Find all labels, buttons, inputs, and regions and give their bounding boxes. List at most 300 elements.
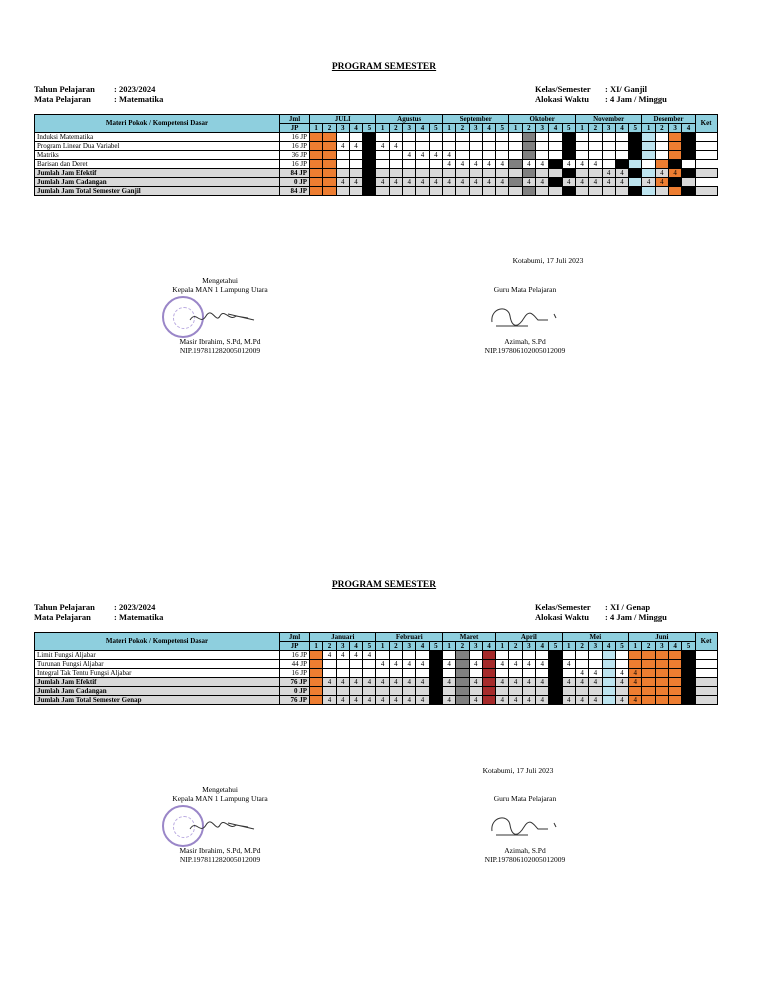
week-cell — [376, 669, 389, 678]
header-week: 3 — [669, 124, 682, 133]
header-week: 4 — [669, 642, 682, 651]
alokasi-label: Alokasi Waktu — [535, 612, 589, 622]
week-cell: 4 — [416, 678, 429, 687]
week-cell: 4 — [522, 160, 535, 169]
week-cell: 4 — [522, 696, 535, 705]
week-cell — [496, 151, 509, 160]
kepala-title: Kepala MAN 1 Lampung Utara — [172, 794, 268, 803]
week-cell: 4 — [323, 696, 336, 705]
guru-name: Azimah, S.Pd — [504, 846, 546, 855]
week-cell — [496, 669, 509, 678]
week-cell: 4 — [363, 696, 376, 705]
week-cell — [429, 160, 442, 169]
week-cell — [310, 169, 323, 178]
header-jml: Jml — [280, 115, 310, 124]
header-month: November — [575, 115, 641, 124]
row-ket — [695, 651, 717, 660]
week-cell: 4 — [655, 178, 668, 187]
week-cell — [602, 151, 615, 160]
week-cell — [669, 142, 682, 151]
week-cell — [496, 133, 509, 142]
week-cell — [310, 187, 323, 196]
week-cell — [509, 142, 522, 151]
week-cell — [655, 133, 668, 142]
week-cell — [575, 169, 588, 178]
week-cell: 4 — [469, 660, 482, 669]
row-materi: Integral Tak Tentu Fungsi Aljabar — [35, 669, 280, 678]
week-cell — [589, 651, 602, 660]
header-week: 1 — [509, 124, 522, 133]
week-cell — [456, 651, 469, 660]
week-cell — [549, 160, 562, 169]
header-week: 5 — [429, 642, 442, 651]
row-ket — [682, 178, 695, 187]
week-cell — [549, 669, 562, 678]
week-cell — [496, 169, 509, 178]
week-cell — [509, 169, 522, 178]
table-row — [35, 151, 718, 160]
week-cell — [642, 660, 655, 669]
week-cell — [669, 187, 682, 196]
week-cell: 4 — [416, 178, 429, 187]
week-cell — [429, 678, 442, 687]
kepala-signature — [188, 815, 258, 839]
week-cell — [669, 151, 682, 160]
table-row — [35, 169, 718, 178]
row-ket — [682, 160, 695, 169]
week-cell — [442, 187, 455, 196]
week-cell — [323, 160, 336, 169]
week-cell — [482, 687, 495, 696]
kelas-value: : XI/ Ganjil — [605, 84, 648, 94]
week-cell — [509, 187, 522, 196]
row-ket — [695, 133, 717, 142]
header-row-months — [35, 115, 718, 124]
week-cell — [336, 160, 349, 169]
kepala-signature — [188, 306, 258, 330]
row-jp: 76 JP — [280, 678, 310, 687]
row-jp: 44 JP — [280, 660, 310, 669]
week-cell — [562, 169, 575, 178]
meta-right — [535, 602, 667, 622]
week-cell: 4 — [536, 160, 549, 169]
week-cell: 4 — [469, 160, 482, 169]
row-materi: Jumlah Jam Cadangan — [35, 687, 280, 696]
header-week: 5 — [363, 124, 376, 133]
week-cell: 4 — [389, 142, 402, 151]
tahun-value: : 2023/2024 — [114, 84, 156, 94]
header-week: 4 — [615, 124, 628, 133]
week-cell — [376, 133, 389, 142]
week-cell — [389, 133, 402, 142]
header-week: 2 — [456, 642, 469, 651]
week-cell — [429, 660, 442, 669]
header-week: 4 — [549, 124, 562, 133]
header-week: 4 — [349, 642, 362, 651]
week-cell — [682, 133, 695, 142]
week-cell — [522, 151, 535, 160]
week-cell — [482, 151, 495, 160]
week-cell: 4 — [403, 678, 416, 687]
week-cell — [416, 142, 429, 151]
table-row — [35, 669, 718, 678]
place-date: Kotabumi, 17 Juli 2023 — [482, 766, 554, 775]
week-cell — [669, 678, 682, 687]
week-cell: 4 — [349, 678, 362, 687]
row-jp: 16 JP — [280, 651, 310, 660]
row-jp: 84 JP — [280, 187, 310, 196]
week-cell — [549, 169, 562, 178]
week-cell — [469, 187, 482, 196]
week-cell — [682, 687, 695, 696]
header-week: 4 — [416, 642, 429, 651]
week-cell — [602, 678, 615, 687]
week-cell — [469, 169, 482, 178]
week-cell: 4 — [389, 178, 402, 187]
row-ket — [695, 669, 717, 678]
header-week: 1 — [575, 124, 588, 133]
header-materi: Materi Pokok / Kompetensi Dasar — [35, 633, 280, 651]
week-cell: 4 — [509, 678, 522, 687]
guru-title: Guru Mata Pelajaran — [493, 285, 557, 294]
week-cell — [602, 696, 615, 705]
week-cell: 4 — [575, 669, 588, 678]
header-month: Desember — [642, 115, 695, 124]
header-materi: Materi Pokok / Kompetensi Dasar — [35, 115, 280, 133]
week-cell — [442, 669, 455, 678]
week-cell — [429, 169, 442, 178]
table-row — [35, 696, 718, 705]
alokasi-value: : 4 Jam / Minggu — [605, 612, 667, 622]
week-cell — [389, 669, 402, 678]
row-materi: Jumlah Jam Efektif — [35, 678, 280, 687]
table-row — [35, 687, 718, 696]
week-cell — [310, 687, 323, 696]
week-cell — [310, 178, 323, 187]
header-week: 1 — [629, 642, 642, 651]
week-cell — [549, 660, 562, 669]
week-cell — [336, 687, 349, 696]
week-cell — [536, 651, 549, 660]
header-week: 2 — [456, 124, 469, 133]
week-cell — [629, 169, 642, 178]
week-cell — [310, 133, 323, 142]
week-cell — [655, 687, 668, 696]
kelas-value: : XI / Genap — [605, 602, 651, 612]
week-cell: 4 — [336, 178, 349, 187]
week-cell — [310, 651, 323, 660]
week-cell: 4 — [323, 651, 336, 660]
table-row — [35, 651, 718, 660]
week-cell — [669, 651, 682, 660]
week-cell — [642, 651, 655, 660]
week-cell: 4 — [403, 178, 416, 187]
week-cell: 4 — [416, 696, 429, 705]
week-cell — [602, 660, 615, 669]
guru-nip: NIP.197806102005012009 — [484, 855, 566, 864]
week-cell — [323, 142, 336, 151]
program-semester-table — [34, 114, 718, 196]
week-cell: 4 — [575, 160, 588, 169]
week-cell — [389, 187, 402, 196]
header-month: Maret — [442, 633, 495, 642]
week-cell — [522, 169, 535, 178]
week-cell: 4 — [336, 651, 349, 660]
row-jp: 0 JP — [280, 178, 310, 187]
week-cell — [682, 696, 695, 705]
week-cell — [562, 651, 575, 660]
week-cell — [456, 151, 469, 160]
header-week: 4 — [682, 124, 695, 133]
week-cell — [562, 187, 575, 196]
header-week: 4 — [482, 642, 495, 651]
week-cell: 4 — [349, 178, 362, 187]
week-cell — [642, 142, 655, 151]
guru-signature — [488, 811, 568, 841]
week-cell: 4 — [575, 178, 588, 187]
week-cell — [589, 687, 602, 696]
header-week: 3 — [403, 124, 416, 133]
week-cell — [575, 151, 588, 160]
row-materi: Program Linear Dua Variabel — [35, 142, 280, 151]
week-cell — [536, 151, 549, 160]
week-cell — [349, 687, 362, 696]
header-jp: JP — [280, 124, 310, 133]
header-week: 4 — [416, 124, 429, 133]
header-week: 2 — [389, 642, 402, 651]
week-cell — [496, 651, 509, 660]
week-cell — [363, 660, 376, 669]
week-cell — [509, 178, 522, 187]
kelas-label: Kelas/Semester — [535, 84, 591, 94]
page-title: PROGRAM SEMESTER — [331, 62, 437, 72]
week-cell: 4 — [349, 651, 362, 660]
week-cell: 4 — [389, 660, 402, 669]
header-month: April — [496, 633, 562, 642]
week-cell — [562, 142, 575, 151]
week-cell — [363, 160, 376, 169]
week-cell — [509, 687, 522, 696]
header-week: 4 — [482, 124, 495, 133]
week-cell — [536, 687, 549, 696]
header-month: Agustus — [376, 115, 442, 124]
week-cell — [469, 687, 482, 696]
week-cell — [629, 687, 642, 696]
week-cell: 4 — [496, 696, 509, 705]
week-cell — [429, 142, 442, 151]
tahun-value: : 2023/2024 — [114, 602, 156, 612]
week-cell: 4 — [363, 678, 376, 687]
week-cell — [655, 651, 668, 660]
week-cell — [496, 142, 509, 151]
week-cell — [629, 151, 642, 160]
week-cell: 4 — [469, 696, 482, 705]
row-materi: Jumlah Jam Total Semester Genap — [35, 696, 280, 705]
week-cell — [482, 678, 495, 687]
header-jp: JP — [280, 642, 310, 651]
week-cell — [376, 187, 389, 196]
week-cell — [403, 142, 416, 151]
header-week: 4 — [536, 642, 549, 651]
week-cell — [336, 187, 349, 196]
week-cell: 4 — [575, 696, 588, 705]
week-cell — [376, 160, 389, 169]
week-cell — [363, 142, 376, 151]
header-week: 5 — [363, 642, 376, 651]
week-cell: 4 — [602, 169, 615, 178]
week-cell: 4 — [575, 678, 588, 687]
place-date: Kotabumi, 17 Juli 2023 — [512, 256, 584, 265]
guru-title: Guru Mata Pelajaran — [493, 794, 557, 803]
week-cell — [509, 669, 522, 678]
row-jp: 0 JP — [280, 687, 310, 696]
week-cell: 4 — [416, 151, 429, 160]
week-cell — [549, 678, 562, 687]
mapel-value: : Matematika — [114, 94, 164, 104]
week-cell — [496, 687, 509, 696]
row-jp: 36 JP — [280, 151, 310, 160]
week-cell: 4 — [442, 151, 455, 160]
row-ket — [695, 687, 717, 696]
week-cell — [522, 669, 535, 678]
header-row-months — [35, 633, 718, 642]
week-cell — [403, 687, 416, 696]
week-cell — [602, 187, 615, 196]
week-cell — [363, 669, 376, 678]
week-cell: 4 — [589, 678, 602, 687]
row-jp: 16 JP — [280, 669, 310, 678]
header-week: 1 — [310, 642, 323, 651]
week-cell — [549, 133, 562, 142]
header-week: 1 — [496, 642, 509, 651]
tahun-label: Tahun Pelajaran — [34, 602, 95, 612]
week-cell — [682, 142, 695, 151]
week-cell — [549, 696, 562, 705]
week-cell — [615, 651, 628, 660]
week-cell: 4 — [496, 160, 509, 169]
week-cell — [615, 133, 628, 142]
week-cell: 4 — [442, 178, 455, 187]
mapel-label: Mata Pelajaran — [34, 94, 91, 104]
week-cell — [629, 178, 642, 187]
week-cell: 4 — [442, 160, 455, 169]
week-cell — [310, 160, 323, 169]
page-title: PROGRAM SEMESTER — [331, 580, 437, 590]
week-cell — [416, 160, 429, 169]
week-cell — [536, 669, 549, 678]
week-cell: 4 — [349, 696, 362, 705]
week-cell — [669, 660, 682, 669]
kepala-nip: NIP.197811282005012009 — [179, 855, 261, 864]
week-cell: 4 — [522, 678, 535, 687]
week-cell: 4 — [429, 151, 442, 160]
week-cell — [456, 133, 469, 142]
week-cell — [522, 142, 535, 151]
week-cell — [562, 133, 575, 142]
week-cell — [522, 651, 535, 660]
week-cell — [416, 187, 429, 196]
week-cell: 4 — [562, 696, 575, 705]
week-cell — [682, 169, 695, 178]
header-week: 1 — [310, 124, 323, 133]
week-cell — [469, 151, 482, 160]
week-cell: 4 — [615, 678, 628, 687]
week-cell — [442, 133, 455, 142]
week-cell — [323, 169, 336, 178]
row-materi: Jumlah Jam Efektif — [35, 169, 280, 178]
week-cell — [403, 133, 416, 142]
kelas-label: Kelas/Semester — [535, 602, 591, 612]
week-cell — [403, 169, 416, 178]
header-week: 2 — [389, 124, 402, 133]
header-week: 1 — [442, 642, 455, 651]
row-materi: Induksi Matematika — [35, 133, 280, 142]
week-cell — [642, 687, 655, 696]
week-cell — [509, 151, 522, 160]
week-cell — [669, 696, 682, 705]
week-cell: 4 — [536, 660, 549, 669]
week-cell — [442, 687, 455, 696]
header-week: 1 — [376, 642, 389, 651]
week-cell: 4 — [469, 178, 482, 187]
row-ket — [695, 169, 717, 178]
week-cell — [549, 151, 562, 160]
week-cell — [589, 133, 602, 142]
header-week: 2 — [522, 124, 535, 133]
week-cell: 4 — [562, 178, 575, 187]
week-cell — [629, 160, 642, 169]
week-cell: 4 — [496, 178, 509, 187]
week-cell — [349, 169, 362, 178]
week-cell — [575, 660, 588, 669]
week-cell — [575, 133, 588, 142]
week-cell: 4 — [602, 178, 615, 187]
week-cell — [310, 669, 323, 678]
week-cell — [429, 669, 442, 678]
week-cell — [482, 660, 495, 669]
week-cell — [682, 678, 695, 687]
week-cell: 4 — [442, 660, 455, 669]
week-cell — [549, 687, 562, 696]
week-cell — [509, 133, 522, 142]
week-cell — [575, 187, 588, 196]
week-cell — [376, 651, 389, 660]
week-cell — [642, 151, 655, 160]
week-cell: 4 — [629, 696, 642, 705]
week-cell: 4 — [522, 660, 535, 669]
header-week: 1 — [562, 642, 575, 651]
week-cell — [549, 187, 562, 196]
week-cell — [615, 687, 628, 696]
week-cell: 4 — [349, 142, 362, 151]
week-cell: 4 — [376, 660, 389, 669]
row-materi: Jumlah Jam Cadangan — [35, 178, 280, 187]
week-cell — [403, 651, 416, 660]
row-materi: Matriks — [35, 151, 280, 160]
header-week: 3 — [589, 642, 602, 651]
header-month: Mei — [562, 633, 628, 642]
kepala-title: Kepala MAN 1 Lampung Utara — [172, 285, 268, 294]
row-jp: 16 JP — [280, 133, 310, 142]
week-cell — [655, 151, 668, 160]
week-cell — [336, 669, 349, 678]
week-cell: 4 — [536, 678, 549, 687]
alokasi-label: Alokasi Waktu — [535, 94, 589, 104]
week-cell — [416, 169, 429, 178]
week-cell — [349, 669, 362, 678]
week-cell: 4 — [323, 678, 336, 687]
week-cell — [456, 142, 469, 151]
